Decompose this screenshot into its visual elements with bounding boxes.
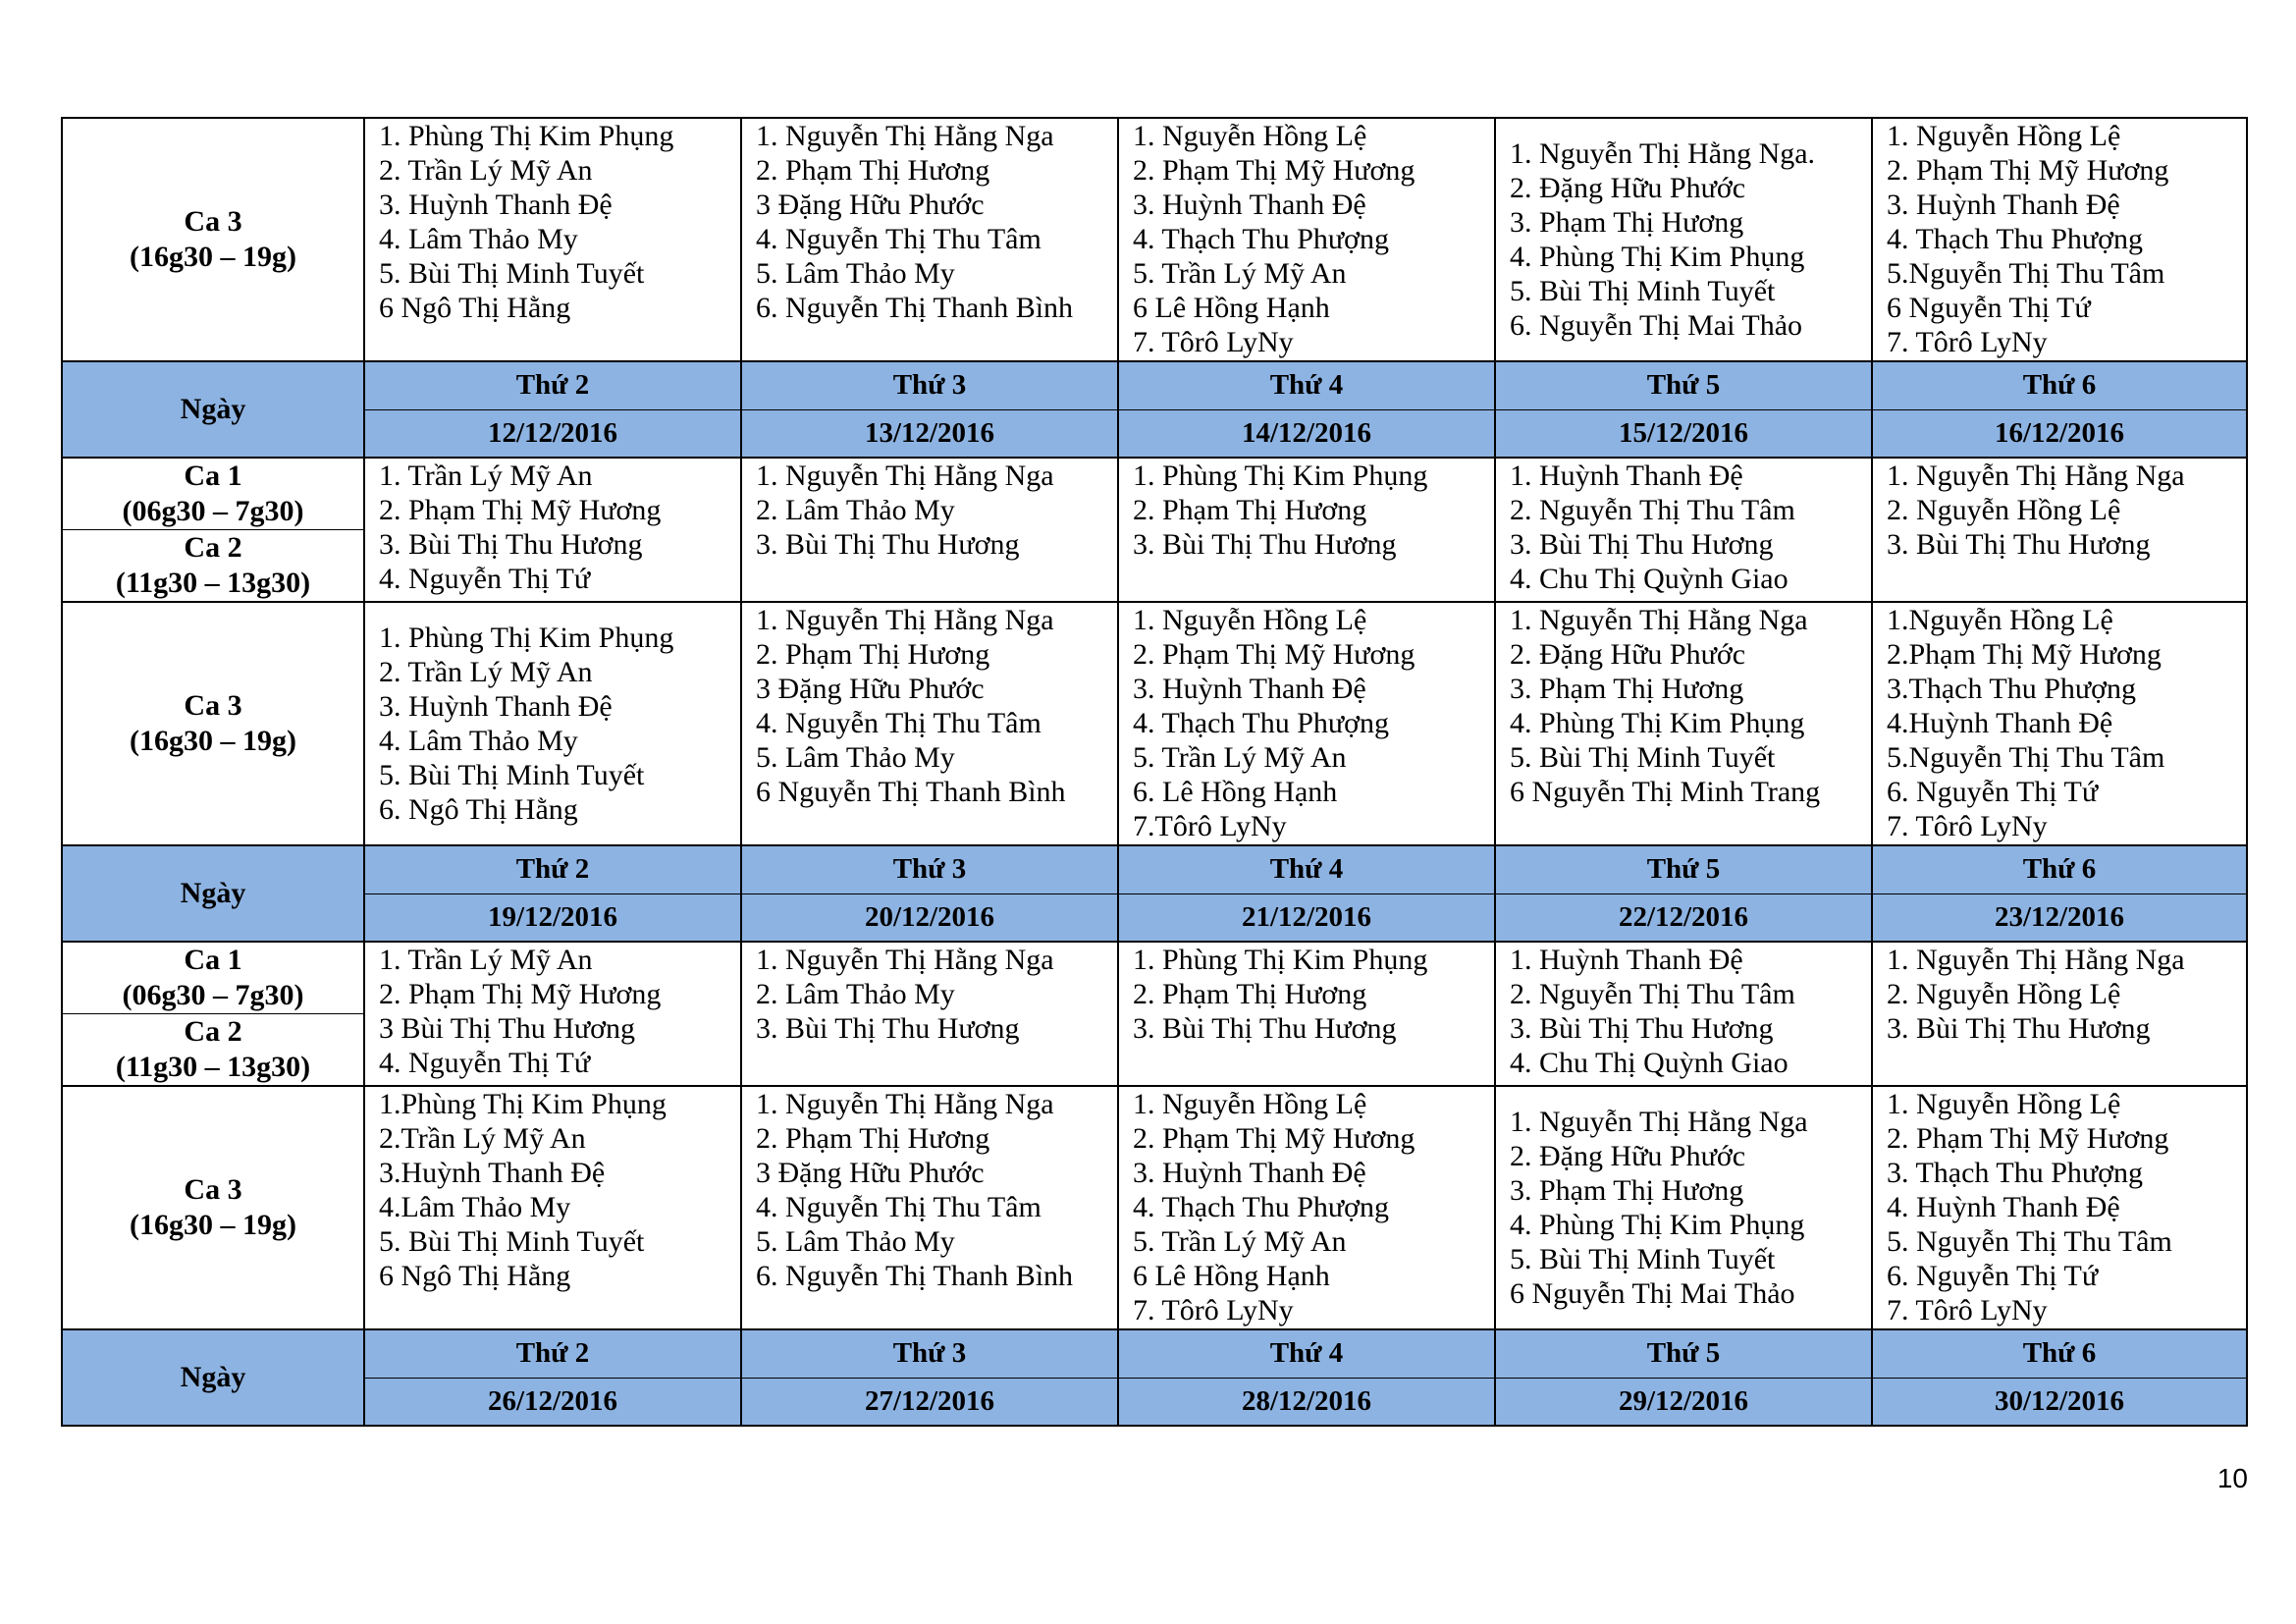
staff-name: 3. Bùi Thị Thu Hương: [1133, 528, 1397, 561]
staff-name: 3.Thạch Thu Phượng: [1887, 673, 2137, 705]
staff-name: 3. Huỳnh Thanh Đệ: [1133, 189, 1366, 221]
staff-name: 2.Phạm Thị Mỹ Hương: [1887, 638, 2162, 671]
staff-name: 3. Phạm Thị Hương: [1510, 206, 1744, 239]
day-name: Thứ 5: [1495, 361, 1872, 409]
staff-name: 1.Phùng Thị Kim Phụng: [379, 1088, 667, 1120]
staff-name: 3. Thạch Thu Phượng: [1887, 1157, 2144, 1189]
staff-name: 1. Nguyễn Thị Hằng Nga: [756, 120, 1054, 152]
roster-cell: [741, 1086, 1118, 1329]
date-cell: 26/12/2016: [364, 1378, 741, 1426]
day-header-row: [62, 1329, 2247, 1378]
staff-name: 5. Bùi Thị Minh Tuyết: [1510, 1243, 1776, 1275]
date-label: Ngày: [62, 361, 364, 458]
staff-name: 5. Bùi Thị Minh Tuyết: [379, 257, 645, 290]
staff-name: 2. Nguyễn Hồng Lệ: [1887, 494, 2121, 526]
staff-name: 1. Phùng Thị Kim Phụng: [1133, 460, 1428, 492]
staff-name: 5. Lâm Thảo My: [756, 741, 955, 774]
table-row: [62, 118, 2247, 361]
staff-name: 6. Nguyễn Thị Thanh Bình: [756, 292, 1074, 324]
staff-name: 7. Tôrô LyNy: [1133, 326, 1294, 358]
roster-cell: [1118, 942, 1495, 1086]
staff-name: 2. Phạm Thị Hương: [1133, 494, 1367, 526]
staff-name: 3 Đặng Hữu Phước: [756, 673, 985, 705]
roster-cell: [364, 942, 741, 1086]
staff-name: 4. Thạch Thu Phượng: [1133, 223, 1390, 255]
staff-name: 6 Lê Hồng Hạnh: [1133, 292, 1330, 324]
staff-name: 2. Phạm Thị Mỹ Hương: [379, 978, 662, 1010]
day-name: Thứ 2: [364, 845, 741, 893]
staff-name: 4. Nguyễn Thị Thu Tâm: [756, 707, 1041, 739]
staff-name: 4. Thạch Thu Phượng: [1133, 707, 1390, 739]
staff-name: 2. Phạm Thị Mỹ Hương: [1133, 638, 1415, 671]
roster-cell: [741, 118, 1118, 361]
day-name: Thứ 4: [1118, 1329, 1495, 1378]
staff-name: 3. Bùi Thị Thu Hương: [1887, 528, 2151, 561]
staff-name: 2. Nguyễn Hồng Lệ: [1887, 978, 2121, 1010]
staff-name: 6 Nguyễn Thị Thanh Bình: [756, 776, 1066, 808]
roster-cell: [741, 942, 1118, 1086]
roster-cell: [1872, 118, 2247, 361]
staff-name: 3. Bùi Thị Thu Hương: [756, 528, 1020, 561]
staff-name: 1. Nguyễn Thị Hằng Nga: [756, 604, 1054, 636]
roster-cell: [364, 1086, 741, 1329]
staff-name: 6 Nguyễn Thị Mai Thảo: [1510, 1277, 1795, 1310]
date-row: [62, 409, 2247, 458]
staff-name: 3. Phạm Thị Hương: [1510, 1174, 1744, 1207]
staff-name: 4. Nguyễn Thị Thu Tâm: [756, 1191, 1041, 1223]
staff-name: 2. Nguyễn Thị Thu Tâm: [1510, 978, 1795, 1010]
roster-cell: [1495, 942, 1872, 1086]
roster-cell: [364, 602, 741, 845]
staff-name: 3. Huỳnh Thanh Đệ: [379, 690, 613, 723]
staff-name: 2. Phạm Thị Mỹ Hương: [1133, 154, 1415, 187]
staff-name: 1. Trần Lý Mỹ An: [379, 460, 593, 492]
date-row: [62, 893, 2247, 942]
shift-ca2-label: Ca 2 (11g30 – 13g30): [62, 1014, 364, 1087]
table-row: [62, 602, 2247, 845]
staff-name: 4. Thạch Thu Phượng: [1887, 223, 2144, 255]
staff-name: 1. Nguyễn Thị Hằng Nga: [756, 944, 1054, 976]
staff-name: 2.Trần Lý Mỹ An: [379, 1122, 586, 1155]
staff-name: 1. Phùng Thị Kim Phụng: [379, 622, 674, 654]
date-cell: 12/12/2016: [364, 409, 741, 458]
staff-name: 6. Nguyễn Thị Tứ: [1887, 776, 2099, 808]
staff-name: 2. Đặng Hữu Phước: [1510, 172, 1746, 204]
roster-cell: [741, 602, 1118, 845]
date-cell: 14/12/2016: [1118, 409, 1495, 458]
staff-name: 4. Nguyễn Thị Tứ: [379, 563, 591, 595]
staff-name: 4. Phùng Thị Kim Phụng: [1510, 1209, 1805, 1241]
staff-name: 4. Chu Thị Quỳnh Giao: [1510, 563, 1789, 595]
staff-name: 5. Trần Lý Mỹ An: [1133, 1225, 1347, 1258]
staff-name: 2. Phạm Thị Hương: [1133, 978, 1367, 1010]
day-name: Thứ 3: [741, 361, 1118, 409]
table-row: [62, 942, 2247, 1014]
staff-name: 2. Đặng Hữu Phước: [1510, 1140, 1746, 1172]
day-name: Thứ 3: [741, 845, 1118, 893]
staff-name: 5. Bùi Thị Minh Tuyết: [1510, 275, 1776, 307]
date-cell: 23/12/2016: [1872, 893, 2247, 942]
staff-name: 5. Bùi Thị Minh Tuyết: [379, 1225, 645, 1258]
staff-name: 1. Nguyễn Thị Hằng Nga: [1510, 1106, 1808, 1138]
staff-name: 6 Nguyễn Thị Tứ: [1887, 292, 2091, 324]
day-name: Thứ 4: [1118, 361, 1495, 409]
date-cell: 13/12/2016: [741, 409, 1118, 458]
staff-name: 7. Tôrô LyNy: [1887, 1294, 2048, 1326]
date-label: Ngày: [62, 845, 364, 942]
staff-name: 2. Phạm Thị Hương: [756, 154, 990, 187]
date-cell: 30/12/2016: [1872, 1378, 2247, 1426]
staff-name: 2. Phạm Thị Hương: [756, 1122, 990, 1155]
staff-name: 5. Bùi Thị Minh Tuyết: [379, 759, 645, 791]
staff-name: 4. Chu Thị Quỳnh Giao: [1510, 1047, 1789, 1079]
staff-name: 4. Thạch Thu Phượng: [1133, 1191, 1390, 1223]
day-name: Thứ 2: [364, 1329, 741, 1378]
roster-cell: [1118, 458, 1495, 602]
shift-ca3-label: Ca 3 (16g30 – 19g): [62, 118, 364, 361]
shift-ca2-label: Ca 2 (11g30 – 13g30): [62, 530, 364, 603]
staff-name: 2. Phạm Thị Mỹ Hương: [1887, 1122, 2169, 1155]
roster-cell: [1118, 602, 1495, 845]
staff-name: 5. Lâm Thảo My: [756, 257, 955, 290]
day-name: Thứ 6: [1872, 361, 2247, 409]
staff-name: 3.Huỳnh Thanh Đệ: [379, 1157, 606, 1189]
staff-name: 3. Huỳnh Thanh Đệ: [379, 189, 613, 221]
staff-name: 2. Lâm Thảo My: [756, 978, 955, 1010]
staff-name: 2. Trần Lý Mỹ An: [379, 656, 593, 688]
date-cell: 28/12/2016: [1118, 1378, 1495, 1426]
staff-name: 4.Huỳnh Thanh Đệ: [1887, 707, 2113, 739]
staff-name: 4. Nguyễn Thị Thu Tâm: [756, 223, 1041, 255]
staff-name: 1. Nguyễn Thị Hằng Nga: [1887, 944, 2185, 976]
staff-name: 1. Nguyễn Thị Hằng Nga: [1510, 604, 1808, 636]
date-cell: 16/12/2016: [1872, 409, 2247, 458]
day-name: Thứ 3: [741, 1329, 1118, 1378]
staff-name: 3. Bùi Thị Thu Hương: [1887, 1012, 2151, 1045]
staff-name: 1. Nguyễn Hồng Lệ: [1133, 604, 1367, 636]
staff-name: 1. Trần Lý Mỹ An: [379, 944, 593, 976]
staff-name: 6 Ngô Thị Hằng: [379, 292, 571, 324]
staff-name: 2. Lâm Thảo My: [756, 494, 955, 526]
staff-name: 2. Phạm Thị Mỹ Hương: [379, 494, 662, 526]
roster-cell: [741, 458, 1118, 602]
staff-name: 4.Lâm Thảo My: [379, 1191, 571, 1223]
day-header-row: [62, 845, 2247, 893]
staff-name: 5. Trần Lý Mỹ An: [1133, 257, 1347, 290]
staff-name: 3. Bùi Thị Thu Hương: [379, 528, 643, 561]
schedule-sheet: [61, 117, 2246, 1427]
day-header-row: [62, 361, 2247, 409]
staff-name: 6 Ngô Thị Hằng: [379, 1260, 571, 1292]
day-name: Thứ 5: [1495, 1329, 1872, 1378]
staff-name: 1. Nguyễn Thị Hằng Nga: [756, 460, 1054, 492]
roster-cell: [1872, 458, 2247, 602]
date-label: Ngày: [62, 1329, 364, 1426]
staff-name: 6. Nguyễn Thị Tứ: [1887, 1260, 2099, 1292]
shift-ca1-label: Ca 1 (06g30 – 7g30): [62, 942, 364, 1014]
staff-name: 3. Bùi Thị Thu Hương: [756, 1012, 1020, 1045]
staff-name: 6. Nguyễn Thị Mai Thảo: [1510, 309, 1803, 342]
staff-name: 4. Phùng Thị Kim Phụng: [1510, 707, 1805, 739]
staff-name: 3. Huỳnh Thanh Đệ: [1133, 1157, 1366, 1189]
staff-name: 4. Phùng Thị Kim Phụng: [1510, 241, 1805, 273]
duty-schedule-table: [61, 117, 2248, 1427]
staff-name: 1. Nguyễn Hồng Lệ: [1887, 120, 2121, 152]
staff-name: 1. Nguyễn Hồng Lệ: [1887, 1088, 2121, 1120]
staff-name: 4. Lâm Thảo My: [379, 223, 578, 255]
staff-name: 3 Đặng Hữu Phước: [756, 1157, 985, 1189]
staff-name: 1. Nguyễn Thị Hằng Nga: [1887, 460, 2185, 492]
roster-cell: [1118, 1086, 1495, 1329]
staff-name: 3. Bùi Thị Thu Hương: [1133, 1012, 1397, 1045]
day-name: Thứ 6: [1872, 1329, 2247, 1378]
staff-name: 5.Nguyễn Thị Thu Tâm: [1887, 257, 2165, 290]
date-cell: 15/12/2016: [1495, 409, 1872, 458]
roster-cell: [1872, 1086, 2247, 1329]
roster-cell: [1495, 458, 1872, 602]
staff-name: 1. Huỳnh Thanh Đệ: [1510, 944, 1743, 976]
staff-name: 3 Bùi Thị Thu Hương: [379, 1012, 636, 1045]
staff-name: 2. Phạm Thị Mỹ Hương: [1887, 154, 2169, 187]
roster-cell: [1495, 118, 1872, 361]
roster-cell: [1495, 1086, 1872, 1329]
date-cell: 19/12/2016: [364, 893, 741, 942]
shift-ca3-label: Ca 3 (16g30 – 19g): [62, 602, 364, 845]
date-cell: 22/12/2016: [1495, 893, 1872, 942]
staff-name: 2. Trần Lý Mỹ An: [379, 154, 593, 187]
staff-name: 1. Phùng Thị Kim Phụng: [379, 120, 674, 152]
staff-name: 7. Tôrô LyNy: [1887, 810, 2048, 842]
roster-cell: [364, 458, 741, 602]
staff-name: 6. Lê Hồng Hạnh: [1133, 776, 1338, 808]
staff-name: 5. Trần Lý Mỹ An: [1133, 741, 1347, 774]
staff-name: 3. Huỳnh Thanh Đệ: [1887, 189, 2120, 221]
staff-name: 7.Tôrô LyNy: [1133, 810, 1287, 842]
page-number: 10: [2216, 1463, 2248, 1493]
roster-cell: [1118, 118, 1495, 361]
date-cell: 29/12/2016: [1495, 1378, 1872, 1426]
staff-name: 3. Phạm Thị Hương: [1510, 673, 1744, 705]
staff-name: 1. Nguyễn Thị Hằng Nga.: [1510, 137, 1816, 170]
staff-name: 5. Lâm Thảo My: [756, 1225, 955, 1258]
staff-name: 6 Lê Hồng Hạnh: [1133, 1260, 1330, 1292]
roster-cell: [1872, 942, 2247, 1086]
staff-name: 5.Nguyễn Thị Thu Tâm: [1887, 741, 2165, 774]
day-name: Thứ 2: [364, 361, 741, 409]
staff-name: 3. Huỳnh Thanh Đệ: [1133, 673, 1366, 705]
date-cell: 27/12/2016: [741, 1378, 1118, 1426]
staff-name: 2. Phạm Thị Mỹ Hương: [1133, 1122, 1415, 1155]
staff-name: 1.Nguyễn Hồng Lệ: [1887, 604, 2113, 636]
staff-name: 1. Nguyễn Hồng Lệ: [1133, 120, 1367, 152]
shift-ca3-label: Ca 3 (16g30 – 19g): [62, 1086, 364, 1329]
staff-name: 2. Nguyễn Thị Thu Tâm: [1510, 494, 1795, 526]
day-name: Thứ 6: [1872, 845, 2247, 893]
staff-name: 4. Lâm Thảo My: [379, 725, 578, 757]
staff-name: 6. Ngô Thị Hằng: [379, 793, 578, 826]
table-row: [62, 458, 2247, 530]
staff-name: 2. Đặng Hữu Phước: [1510, 638, 1746, 671]
staff-name: 4. Nguyễn Thị Tứ: [379, 1047, 591, 1079]
staff-name: 1. Nguyễn Thị Hằng Nga: [756, 1088, 1054, 1120]
day-name: Thứ 4: [1118, 845, 1495, 893]
staff-name: 3 Đặng Hữu Phước: [756, 189, 985, 221]
staff-name: 5. Bùi Thị Minh Tuyết: [1510, 741, 1776, 774]
staff-name: 1. Phùng Thị Kim Phụng: [1133, 944, 1428, 976]
staff-name: 7. Tôrô LyNy: [1133, 1294, 1294, 1326]
day-name: Thứ 5: [1495, 845, 1872, 893]
staff-name: 2. Phạm Thị Hương: [756, 638, 990, 671]
date-cell: 21/12/2016: [1118, 893, 1495, 942]
staff-name: 1. Nguyễn Hồng Lệ: [1133, 1088, 1367, 1120]
staff-name: 5. Nguyễn Thị Thu Tâm: [1887, 1225, 2172, 1258]
roster-cell: [1872, 602, 2247, 845]
staff-name: 6 Nguyễn Thị Minh Trang: [1510, 776, 1821, 808]
staff-name: 6. Nguyễn Thị Thanh Bình: [756, 1260, 1074, 1292]
date-row: [62, 1378, 2247, 1426]
roster-cell: [1495, 602, 1872, 845]
staff-name: 3. Bùi Thị Thu Hương: [1510, 528, 1774, 561]
shift-ca1-label: Ca 1 (06g30 – 7g30): [62, 458, 364, 530]
staff-name: 4. Huỳnh Thanh Đệ: [1887, 1191, 2120, 1223]
staff-name: 7. Tôrô LyNy: [1887, 326, 2048, 358]
staff-name: 3. Bùi Thị Thu Hương: [1510, 1012, 1774, 1045]
date-cell: 20/12/2016: [741, 893, 1118, 942]
roster-cell: [364, 118, 741, 361]
table-row: [62, 1086, 2247, 1329]
staff-name: 1. Huỳnh Thanh Đệ: [1510, 460, 1743, 492]
